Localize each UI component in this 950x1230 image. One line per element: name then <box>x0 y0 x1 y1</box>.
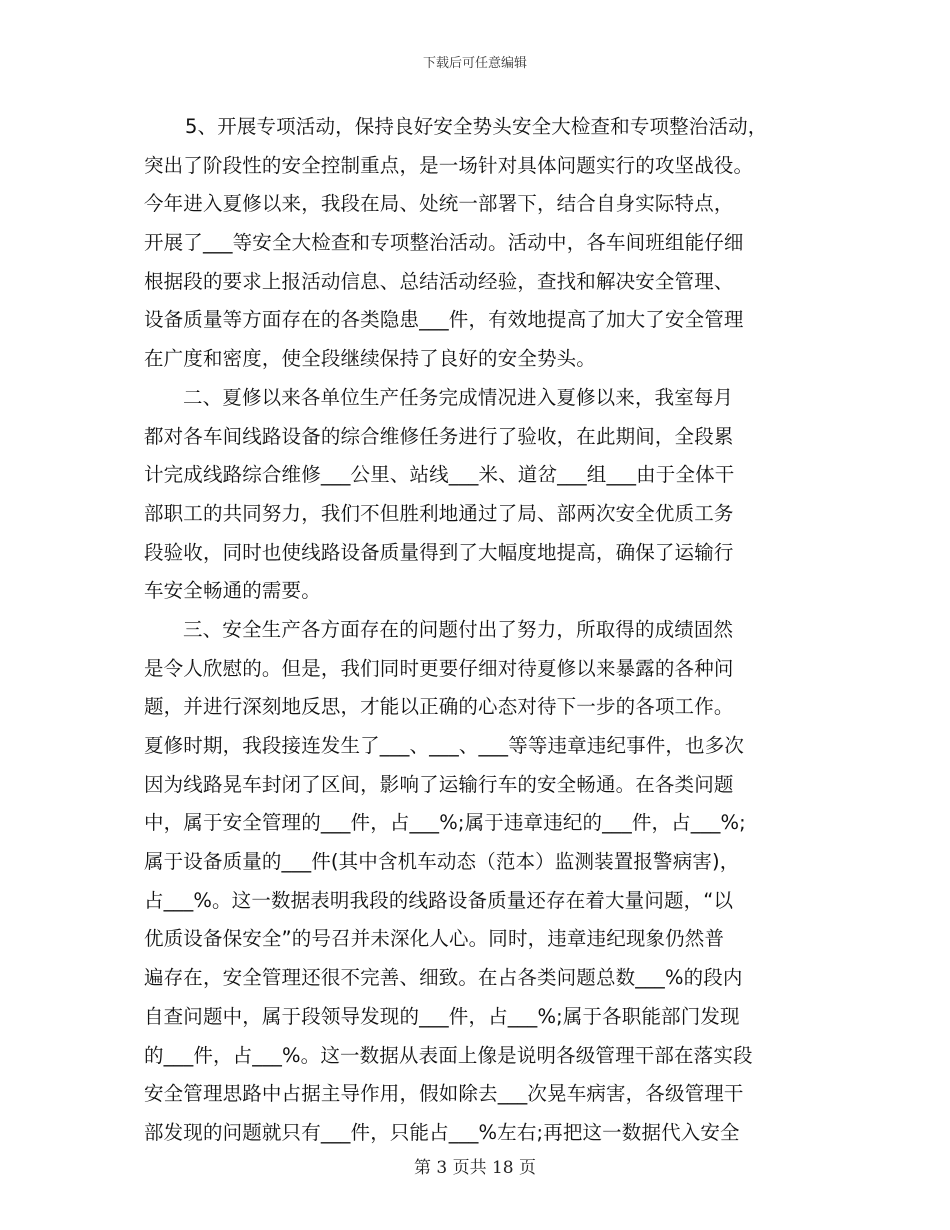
body-line: 在广度和密度，使全段继续保持了良好的安全势头。 <box>144 347 596 371</box>
body-line: 段验收，同时也使线路设备质量得到了大幅度地提高，确保了运输行 <box>144 540 734 564</box>
body-line: 部发现的问题就只有___件，只能占___%左右;再把这一数据代入安全 <box>144 1120 740 1144</box>
body-line: 设备质量等方面存在的各类隐患___件，有效地提高了加大了安全管理 <box>144 308 744 332</box>
body-line: 都对各车间线路设备的综合维修任务进行了验收，在此期间，全段累 <box>144 424 734 448</box>
body-line: 遍存在，安全管理还很不完善、细致。在占各类问题总数___%的段内 <box>144 966 743 990</box>
body-line: 优质设备保安全”的号召并未深化人心。同时，违章违纪现象仍然普 <box>144 927 725 951</box>
body-line: 计完成线路综合维修___公里、站线___米、道岔___组___由于全体干 <box>144 463 735 487</box>
body-line: 三、安全生产各方面存在的问题付出了努力，所取得的成绩固然 <box>183 617 734 641</box>
body-line: 属于设备质量的___件(其中含机车动态（范本）监测装置报警病害)， <box>144 850 740 874</box>
body-line: 部职工的共同努力，我们不但胜利地通过了局、部两次安全优质工务 <box>144 501 734 525</box>
page-footer: 第 3 页共 18 页 <box>413 1158 537 1178</box>
body-line: 今年进入夏修以来，我段在局、处统一部署下，结合自身实际特点， <box>144 192 734 216</box>
body-line: 的___件，占___%。这一数据从表面上像是说明各级管理干部在落实段 <box>144 1043 753 1067</box>
body-line: 突出了阶段性的安全控制重点，是一场针对具体问题实行的攻坚战役。 <box>144 153 754 177</box>
body-line: 车安全畅通的需要。 <box>144 579 321 603</box>
body-line: 是令人欣慰的。但是，我们同时更要仔细对待夏修以来暴露的各种问 <box>144 656 734 680</box>
body-line: 根据段的要求上报活动信息、总结活动经验，查找和解决安全管理、 <box>144 269 734 293</box>
body-line: 夏修时期，我段接连发生了___、___、___等等违章违纪事件，也多次 <box>144 734 745 757</box>
body-line: 因为线路晃车封闭了区间，影响了运输行车的安全畅通。在各类问题 <box>144 772 734 796</box>
body-line: 自查问题中，属于段领导发现的___件，占___%;属于各职能部门发现 <box>144 1004 740 1028</box>
body-line: 二、夏修以来各单位生产任务完成情况进入夏修以来，我室每月 <box>183 385 734 409</box>
body-line: 题，并进行深刻地反思，才能以正确的心态对待下一步的各项工作。 <box>144 695 734 719</box>
document-body <box>144 108 816 1153</box>
body-line: 开展了___等安全大检查和专项整治活动。活动中，各车间班组能仔细 <box>144 231 744 255</box>
body-line: 占___%。这一数据表明我段的线路设备质量还存在着大量问题，“以 <box>144 888 734 912</box>
page-header: 下载后可任意编辑 <box>422 56 527 71</box>
body-line: 安全管理思路中占据主导作用，假如除去___次晃车病害，各级管理干 <box>144 1082 744 1106</box>
body-line: 中，属于安全管理的___件，占___%;属于违章违纪的___件，占___%; <box>144 811 746 835</box>
body-line: 5、开展专项活动，保持良好安全势头安全大检查和专项整治活动， <box>185 115 768 138</box>
